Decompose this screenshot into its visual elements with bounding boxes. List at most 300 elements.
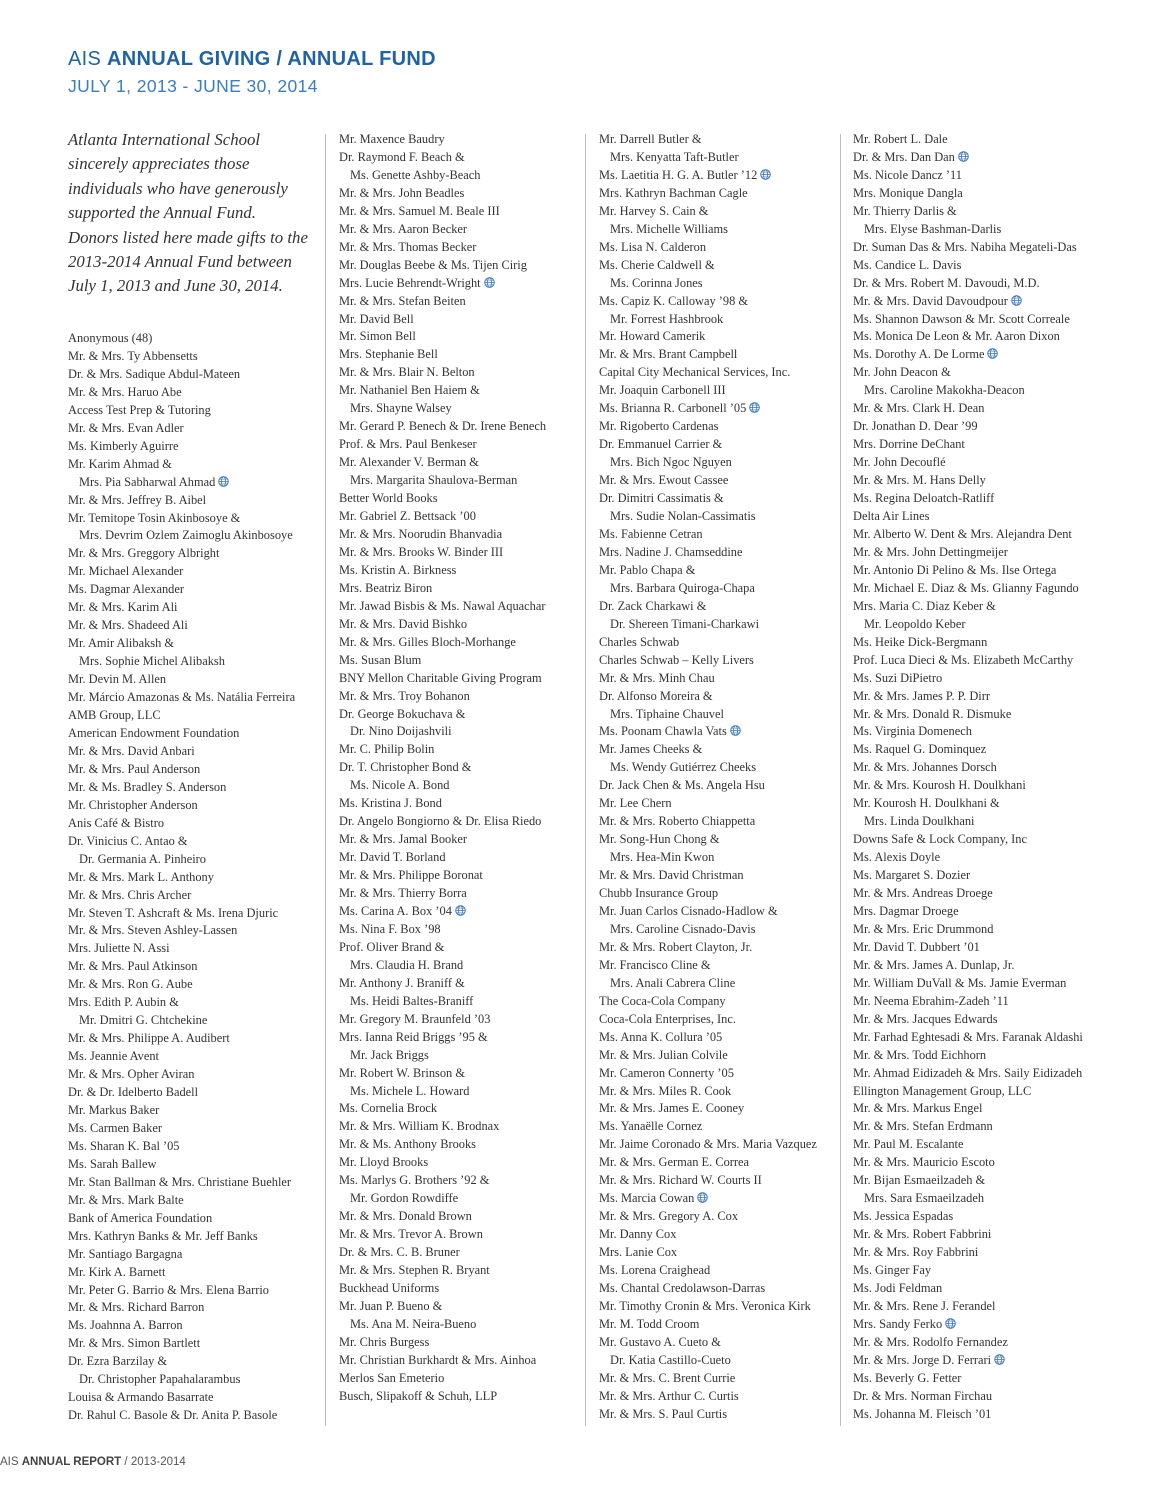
donor-entry bbox=[339, 921, 546, 939]
donor-name: Delta Air Lines bbox=[853, 509, 930, 524]
donor-entry bbox=[853, 1298, 1083, 1316]
donor-name: Mrs. Beatriz Biron bbox=[339, 580, 433, 595]
donor-entry bbox=[599, 706, 817, 724]
donor-name: Mrs. Kathryn Banks & Mr. Jeff Banks bbox=[68, 1228, 258, 1243]
donor-entry bbox=[853, 939, 1083, 957]
donor-entry bbox=[853, 831, 1083, 849]
donor-entry bbox=[853, 993, 1083, 1011]
donor-entry bbox=[68, 1317, 295, 1335]
donor-entry bbox=[68, 940, 295, 958]
donor-entry bbox=[339, 1100, 546, 1118]
donor-entry bbox=[599, 526, 817, 544]
donor-entry bbox=[339, 1083, 546, 1101]
donor-name: Ms. Heidi Baltes-Braniff bbox=[350, 993, 474, 1008]
donor-name: Dr. & Mrs. Robert M. Davoudi, M.D. bbox=[853, 275, 1040, 290]
globe-icon bbox=[218, 475, 229, 486]
donor-name: Mr. Howard Camerik bbox=[599, 329, 706, 344]
donor-name: Mrs. Lucie Behrendt-Wright bbox=[339, 275, 481, 290]
donor-name: Ms. Laetitia H. G. A. Butler ’12 bbox=[599, 167, 758, 182]
donor-name: Dr. Dimitri Cassimatis & bbox=[599, 491, 724, 506]
donor-entry bbox=[68, 958, 295, 976]
donor-name: Mrs. Elyse Bashman-Darlis bbox=[864, 221, 1002, 236]
donor-entry bbox=[599, 1334, 817, 1352]
donor-entry bbox=[339, 562, 546, 580]
donor-name: Mr. Stan Ballman & Mrs. Christiane Buehler bbox=[68, 1174, 292, 1189]
donor-entry bbox=[339, 1334, 546, 1352]
donor-entry bbox=[853, 221, 1083, 239]
donor-entry bbox=[68, 510, 295, 528]
donor-entry bbox=[339, 364, 546, 382]
donor-entry bbox=[68, 1282, 295, 1300]
donor-name: Mr. C. Philip Bolin bbox=[339, 742, 435, 757]
donor-entry bbox=[599, 149, 817, 167]
donor-entry bbox=[853, 634, 1083, 652]
donor-name: Ms. Virginia Domenech bbox=[853, 724, 972, 739]
page-title bbox=[68, 48, 436, 71]
column-divider bbox=[325, 134, 326, 1426]
donor-entry bbox=[68, 581, 295, 599]
footer-prefix: AIS bbox=[0, 1456, 19, 1468]
donor-name: Mr. & Mrs. Robert Clayton, Jr. bbox=[599, 939, 753, 954]
donor-column-3 bbox=[599, 131, 817, 1424]
donor-name: Mr. Pablo Chapa & bbox=[599, 562, 696, 577]
donor-name: Mrs. Sudie Nolan-Cassimatis bbox=[610, 509, 756, 524]
donor-entry bbox=[339, 418, 546, 436]
donor-entry bbox=[339, 723, 546, 741]
donor-entry bbox=[339, 706, 546, 724]
donor-entry bbox=[853, 149, 1083, 167]
globe-icon bbox=[760, 168, 771, 179]
donor-name: Ms. Lorena Craighead bbox=[599, 1263, 711, 1278]
donor-entry bbox=[68, 761, 295, 779]
donor-entry bbox=[599, 293, 817, 311]
donor-entry bbox=[599, 328, 817, 346]
donor-entry bbox=[68, 1371, 295, 1389]
donor-name: Mr. & Mrs. Greggory Albright bbox=[68, 546, 220, 561]
donor-entry bbox=[339, 526, 546, 544]
donor-entry bbox=[853, 706, 1083, 724]
donor-entry bbox=[68, 527, 295, 545]
donor-name: Mr. David T. Borland bbox=[339, 850, 446, 865]
donor-entry bbox=[853, 544, 1083, 562]
donor-name: Dr. Shereen Timani-Charkawi bbox=[610, 616, 760, 631]
donor-entry bbox=[339, 1190, 546, 1208]
donor-entry bbox=[68, 1030, 295, 1048]
donor-name: Ms. Jeannie Avent bbox=[68, 1049, 159, 1064]
donor-entry bbox=[599, 257, 817, 275]
donor-name: Mr. Christopher Anderson bbox=[68, 797, 198, 812]
donor-name: Ms. Sharan K. Bal ’05 bbox=[68, 1138, 180, 1153]
donor-entry bbox=[853, 688, 1083, 706]
donor-name: Ms. Joahnna A. Barron bbox=[68, 1318, 183, 1333]
donor-name: Mr. Peter G. Barrio & Mrs. Elena Barrio bbox=[68, 1282, 269, 1297]
donor-entry bbox=[68, 689, 295, 707]
donor-name: Mr. & Mrs. Jeffrey B. Aibel bbox=[68, 492, 207, 507]
donor-entry bbox=[599, 652, 817, 670]
donor-entry bbox=[339, 400, 546, 418]
donor-name: Mr. & Mrs. Donald Brown bbox=[339, 1209, 472, 1224]
donor-entry bbox=[68, 653, 295, 671]
donor-name: Access Test Prep & Tutoring bbox=[68, 402, 211, 417]
donor-name: Anonymous (48) bbox=[68, 331, 153, 345]
donor-name: Mr. & Mrs. Arthur C. Curtis bbox=[599, 1388, 739, 1403]
donor-name: Mr. Temitope Tosin Akinbosoye & bbox=[68, 510, 241, 525]
donor-name: Mr. & Mrs. Rene J. Ferandel bbox=[853, 1298, 996, 1313]
donor-entry bbox=[68, 1299, 295, 1317]
donor-entry bbox=[853, 1172, 1083, 1190]
donor-entry bbox=[853, 903, 1083, 921]
donor-entry bbox=[599, 1011, 817, 1029]
donor-name: Mr. & Mrs. Simon Bartlett bbox=[68, 1336, 201, 1351]
donor-entry bbox=[853, 777, 1083, 795]
donor-entry bbox=[339, 598, 546, 616]
donor-entry bbox=[599, 508, 817, 526]
donor-name: Mr. & Mrs. C. Brent Currie bbox=[599, 1370, 736, 1385]
donor-name: Mr. Neema Ebrahim-Zadeh ’11 bbox=[853, 993, 1009, 1008]
donor-entry bbox=[339, 1370, 546, 1388]
donor-entry bbox=[853, 1370, 1083, 1388]
donor-name: Dr. Angelo Bongiorno & Dr. Elisa Riedo bbox=[339, 814, 542, 829]
donor-name: Mr. Ahmad Eidizadeh & Mrs. Saily Eidizadeh bbox=[853, 1065, 1083, 1080]
donor-name: Prof. Oliver Brand & bbox=[339, 939, 445, 954]
donor-name: Charles Schwab bbox=[599, 634, 680, 649]
donor-name: Ms. Raquel G. Dominquez bbox=[853, 742, 987, 757]
donor-entry bbox=[339, 1262, 546, 1280]
donor-name: Dr. Christopher Papahalarambus bbox=[79, 1372, 241, 1387]
donor-entry bbox=[853, 1352, 1083, 1370]
donor-entry bbox=[68, 1084, 295, 1102]
donor-entry bbox=[853, 454, 1083, 472]
donor-entry bbox=[599, 1208, 817, 1226]
donor-entry bbox=[853, 957, 1083, 975]
donor-name: Mr. & Mrs. Jorge D. Ferrari bbox=[853, 1352, 992, 1367]
donor-entry bbox=[339, 1208, 546, 1226]
intro-line: sincerely appreciates those bbox=[68, 154, 250, 174]
donor-entry bbox=[68, 994, 295, 1012]
donor-entry bbox=[853, 203, 1083, 221]
donor-entry bbox=[339, 688, 546, 706]
intro-line: July 1, 2013 and June 30, 2014. bbox=[68, 276, 283, 296]
donor-name: Mrs. Tiphaine Chauvel bbox=[610, 706, 724, 721]
donor-entry bbox=[68, 869, 295, 887]
donor-entry bbox=[339, 1388, 546, 1406]
donor-entry bbox=[599, 1226, 817, 1244]
donor-entry bbox=[853, 1208, 1083, 1226]
donor-entry bbox=[339, 1118, 546, 1136]
donor-name: Mr. & Mrs. Stephen R. Bryant bbox=[339, 1263, 490, 1278]
donor-name: Mr. Simon Bell bbox=[339, 329, 416, 344]
donor-entry bbox=[339, 275, 546, 293]
donor-name: Ms. Heike Dick-Bergmann bbox=[853, 634, 988, 649]
donor-name: Mr. & Mrs. David Davoudpour bbox=[853, 293, 1008, 308]
donor-name: Mr. & Mrs. David Bishko bbox=[339, 616, 468, 631]
donor-entry bbox=[68, 976, 295, 994]
donor-entry bbox=[599, 1083, 817, 1101]
donor-entry bbox=[339, 795, 546, 813]
donor-name: Mr. Kourosh H. Doulkhani & bbox=[853, 796, 1000, 811]
donor-name: Mr. & Mrs. Richard Barron bbox=[68, 1300, 205, 1315]
donor-name: AMB Group, LLC bbox=[68, 708, 161, 723]
donor-entry bbox=[599, 867, 817, 885]
donor-entry bbox=[339, 311, 546, 329]
donor-entry bbox=[339, 293, 546, 311]
donor-name: Mrs. Stephanie Bell bbox=[339, 347, 438, 362]
donor-name: Dr. Germania A. Pinheiro bbox=[79, 851, 206, 866]
donor-entry bbox=[599, 185, 817, 203]
donor-name: Mr. Markus Baker bbox=[68, 1102, 160, 1117]
donor-entry bbox=[853, 652, 1083, 670]
donor-entry bbox=[68, 671, 295, 689]
donor-name: American Endowment Foundation bbox=[68, 725, 240, 740]
donor-name: Mr. Santiago Bargagna bbox=[68, 1246, 183, 1261]
donor-name: Mrs. Kenyatta Taft-Butler bbox=[610, 149, 739, 164]
donor-name: Mrs. Margarita Shaulova-Berman bbox=[350, 473, 518, 488]
donor-entry bbox=[853, 1136, 1083, 1154]
donor-name: Mr. Kirk A. Barnett bbox=[68, 1264, 166, 1279]
donor-entry bbox=[339, 580, 546, 598]
donor-entry bbox=[339, 652, 546, 670]
donor-entry bbox=[599, 1047, 817, 1065]
donor-name: Mr. Michael Alexander bbox=[68, 564, 184, 579]
donor-entry bbox=[339, 221, 546, 239]
donor-name: Dr. Rahul C. Basole & Dr. Anita P. Basole bbox=[68, 1408, 278, 1423]
donor-name: Ms. Cherie Caldwell & bbox=[599, 257, 715, 272]
donor-entry bbox=[339, 1316, 546, 1334]
donor-entry bbox=[599, 382, 817, 400]
donor-name: Mr. & Mrs. Rodolfo Fernandez bbox=[853, 1334, 1008, 1349]
donor-entry bbox=[599, 239, 817, 257]
donor-entry bbox=[68, 563, 295, 581]
title-prefix: AIS bbox=[68, 48, 102, 70]
donor-name: Dr. Ezra Barzilay & bbox=[68, 1354, 168, 1369]
donor-name: Prof. & Mrs. Paul Benkeser bbox=[339, 437, 477, 452]
donor-entry bbox=[68, 815, 295, 833]
donor-entry bbox=[68, 366, 295, 384]
donor-name: Mr. Gustavo A. Cueto & bbox=[599, 1334, 721, 1349]
donor-name: Mr. James Cheeks & bbox=[599, 742, 703, 757]
donor-name: Chubb Insurance Group bbox=[599, 886, 719, 901]
donor-entry bbox=[599, 1136, 817, 1154]
donor-entry bbox=[599, 885, 817, 903]
donor-name: Mrs. Maria C. Diaz Keber & bbox=[853, 598, 996, 613]
donor-name: Mrs. Barbara Quiroga-Chapa bbox=[610, 580, 755, 595]
donor-name: Mr. Leopoldo Keber bbox=[864, 616, 966, 631]
donor-name: Mr. & Mrs. John Dettingmeijer bbox=[853, 544, 1008, 559]
donor-name: Mr. Francisco Cline & bbox=[599, 957, 711, 972]
donor-name: Ms. Nicole A. Bond bbox=[350, 778, 450, 793]
donor-entry bbox=[853, 616, 1083, 634]
donor-entry bbox=[68, 545, 295, 563]
donor-name: Mr. & Mrs. Opher Aviran bbox=[68, 1067, 195, 1082]
donor-entry bbox=[853, 975, 1083, 993]
donor-name: Mrs. Shayne Walsey bbox=[350, 401, 452, 416]
donor-entry bbox=[339, 508, 546, 526]
donor-entry bbox=[599, 670, 817, 688]
donor-entry bbox=[339, 1280, 546, 1298]
donor-name: Dr. & Mrs. C. B. Bruner bbox=[339, 1245, 460, 1260]
donor-entry bbox=[339, 1047, 546, 1065]
donor-entry bbox=[339, 328, 546, 346]
donor-name: Mr. & Mrs. William K. Brodnax bbox=[339, 1119, 500, 1134]
donor-entry bbox=[599, 723, 817, 741]
donor-entry bbox=[853, 1154, 1083, 1172]
donor-name: Mr. & Mrs. M. Hans Delly bbox=[853, 473, 986, 488]
donor-name: Mr. & Mrs. Thomas Becker bbox=[339, 239, 477, 254]
donor-name: Dr. Katia Castillo-Cueto bbox=[610, 1352, 731, 1367]
donor-entry bbox=[853, 867, 1083, 885]
donor-entry bbox=[853, 1100, 1083, 1118]
donor-entry bbox=[68, 922, 295, 940]
donor-entry bbox=[853, 311, 1083, 329]
donor-entry bbox=[339, 831, 546, 849]
donor-name: Mr. Robert L. Dale bbox=[853, 132, 948, 146]
donor-entry bbox=[599, 903, 817, 921]
donor-name: Ms. Candice L. Davis bbox=[853, 257, 962, 272]
donor-name: Mrs. Dorrine DeChant bbox=[853, 437, 965, 452]
donor-entry bbox=[68, 1174, 295, 1192]
donor-name: Mr. & Mrs. Stefan Erdmann bbox=[853, 1119, 993, 1134]
donor-entry bbox=[339, 185, 546, 203]
intro-statement bbox=[68, 128, 318, 299]
donor-name: Mr. & Mrs. Aaron Becker bbox=[339, 221, 468, 236]
donor-name: Mr. & Mrs. Evan Adler bbox=[68, 420, 184, 435]
donor-entry bbox=[339, 1029, 546, 1047]
donor-entry bbox=[68, 492, 295, 510]
donor-name: Mr. Lee Chern bbox=[599, 796, 672, 811]
donor-entry bbox=[68, 1264, 295, 1282]
donor-name: Better World Books bbox=[339, 491, 438, 506]
donor-name: Mr. Maxence Baudry bbox=[339, 132, 445, 146]
donor-name: Prof. Luca Dieci & Ms. Elizabeth McCarthy bbox=[853, 652, 1074, 667]
donor-name: Mr. & Mrs. James E. Cooney bbox=[599, 1101, 745, 1116]
donor-entry bbox=[853, 1388, 1083, 1406]
donor-name: Mr. Thierry Darlis & bbox=[853, 203, 957, 218]
donor-name: Ms. Johanna M. Fleisch ’01 bbox=[853, 1406, 992, 1421]
donor-entry bbox=[853, 1047, 1083, 1065]
donor-name: Ms. Kimberly Aguirre bbox=[68, 438, 179, 453]
donor-entry bbox=[68, 617, 295, 635]
donor-entry bbox=[599, 544, 817, 562]
donor-entry bbox=[599, 275, 817, 293]
donor-entry bbox=[68, 456, 295, 474]
donor-entry bbox=[599, 795, 817, 813]
donor-name: Ms. Wendy Gutiérrez Cheeks bbox=[610, 760, 757, 775]
donor-name: Mr. John Decouflé bbox=[853, 455, 946, 470]
donor-name: Mrs. Sara Esmaeilzadeh bbox=[864, 1191, 985, 1206]
donor-name: Mr. & Mrs. Donald R. Dismuke bbox=[853, 706, 1012, 721]
donor-name: Dr. George Bokuchava & bbox=[339, 706, 466, 721]
donor-entry bbox=[853, 239, 1083, 257]
donor-entry bbox=[68, 851, 295, 869]
donor-name: Mr. & Mrs. Blair N. Belton bbox=[339, 365, 475, 380]
donor-name: Ms. Marcia Cowan bbox=[599, 1191, 695, 1206]
donor-name: Ms. Cornelia Brock bbox=[339, 1101, 438, 1116]
donor-name: Mr. & Mrs. Jacques Edwards bbox=[853, 1011, 998, 1026]
donor-name: Ms. Dorothy A. De Lorme bbox=[853, 347, 985, 362]
donor-name: Mr. Jack Briggs bbox=[350, 1047, 429, 1062]
donor-name: Mrs. Caroline Makokha-Deacon bbox=[864, 383, 1025, 398]
donor-entry bbox=[853, 490, 1083, 508]
donor-entry bbox=[853, 328, 1083, 346]
donor-entry bbox=[599, 598, 817, 616]
donor-entry bbox=[339, 867, 546, 885]
donor-entry bbox=[853, 526, 1083, 544]
donor-name: Ms. Michele L. Howard bbox=[350, 1083, 470, 1098]
donor-name: Ms. Beverly G. Fetter bbox=[853, 1370, 962, 1385]
donor-name: Mr. & Mrs. Troy Bohanon bbox=[339, 688, 470, 703]
donor-name: Mr. & Mrs. Shadeed Ali bbox=[68, 618, 188, 633]
donor-entry bbox=[853, 472, 1083, 490]
donor-name: Bank of America Foundation bbox=[68, 1210, 213, 1225]
donor-name: Mr. & Mrs. Trevor A. Brown bbox=[339, 1227, 483, 1242]
donor-entry bbox=[339, 239, 546, 257]
donor-column-4 bbox=[853, 131, 1083, 1424]
donor-name: Dr. Zack Charkawi & bbox=[599, 598, 707, 613]
donor-name: Mr. & Mrs. David Christman bbox=[599, 868, 744, 883]
donor-name: Mrs. Lanie Cox bbox=[599, 1245, 678, 1260]
donor-name: Louisa & Armando Basarrate bbox=[68, 1390, 214, 1405]
donor-name: Mr. & Mrs. Mark Balte bbox=[68, 1192, 184, 1207]
donor-name: Ms. Anna K. Collura ’05 bbox=[599, 1029, 723, 1044]
intro-line: Atlanta International School bbox=[68, 130, 261, 149]
donor-name: Mr. & Mrs. Eric Drummond bbox=[853, 921, 994, 936]
donor-entry bbox=[599, 221, 817, 239]
donor-entry bbox=[853, 1262, 1083, 1280]
donor-name: Mr. & Mrs. Mauricio Escoto bbox=[853, 1155, 995, 1170]
donor-name: Ms. Jessica Espadas bbox=[853, 1209, 954, 1224]
donor-name: Mr. Darrell Butler & bbox=[599, 132, 702, 146]
donor-name: Mr. Robert W. Brinson & bbox=[339, 1065, 465, 1080]
donor-entry bbox=[68, 384, 295, 402]
globe-icon bbox=[455, 904, 466, 915]
donor-name: Mr. Nathaniel Ben Haiem & bbox=[339, 383, 480, 398]
donor-name: Mr. Forrest Hashbrook bbox=[610, 311, 724, 326]
donor-entry bbox=[339, 1352, 546, 1370]
page-footer bbox=[0, 1456, 186, 1468]
donor-name: Mr. Bijan Esmaeilzadeh & bbox=[853, 1173, 986, 1188]
donor-name: Dr. & Mrs. Norman Firchau bbox=[853, 1388, 993, 1403]
donor-entry bbox=[339, 131, 546, 149]
donor-entry bbox=[599, 490, 817, 508]
donor-name: Mr. & Mrs. Gilles Bloch-Morhange bbox=[339, 634, 516, 649]
donor-name: Dr. Suman Das & Mrs. Nabiha Megateli-Das bbox=[853, 239, 1077, 254]
donor-name: Ms. Sarah Ballew bbox=[68, 1156, 157, 1171]
donor-name: Mr. & Mrs. S. Paul Curtis bbox=[599, 1406, 728, 1421]
donor-entry bbox=[853, 400, 1083, 418]
donor-entry bbox=[853, 562, 1083, 580]
donor-entry bbox=[853, 1029, 1083, 1047]
donor-entry bbox=[853, 293, 1083, 311]
footer-separator: / bbox=[124, 1456, 128, 1468]
donor-name: Mr. & Mrs. Paul Atkinson bbox=[68, 959, 198, 974]
donor-entry bbox=[853, 1334, 1083, 1352]
donor-name: Anis Café & Bistro bbox=[68, 815, 165, 830]
donor-name: Ms. Ana M. Neira-Bueno bbox=[350, 1316, 477, 1331]
donor-name: Ms. Chantal Credolawson-Darras bbox=[599, 1281, 766, 1295]
donor-column-2 bbox=[339, 131, 546, 1406]
donor-name: Mr. & Ms. Bradley S. Anderson bbox=[68, 779, 227, 794]
donor-name: Mr. & Mrs. Brooks W. Binder III bbox=[339, 544, 504, 559]
donor-name: Mr. & Mrs. Clark H. Dean bbox=[853, 401, 985, 416]
donor-entry bbox=[68, 330, 295, 348]
donor-entry bbox=[599, 131, 817, 149]
donor-entry bbox=[853, 257, 1083, 275]
donor-name: Mr. Anthony J. Braniff & bbox=[339, 975, 465, 990]
donor-name: Mr. & Mrs. German E. Correa bbox=[599, 1155, 750, 1170]
donor-entry bbox=[68, 905, 295, 923]
intro-line: supported the Annual Fund. bbox=[68, 203, 257, 223]
donor-name: Mr. Gregory M. Braunfeld ’03 bbox=[339, 1011, 491, 1026]
